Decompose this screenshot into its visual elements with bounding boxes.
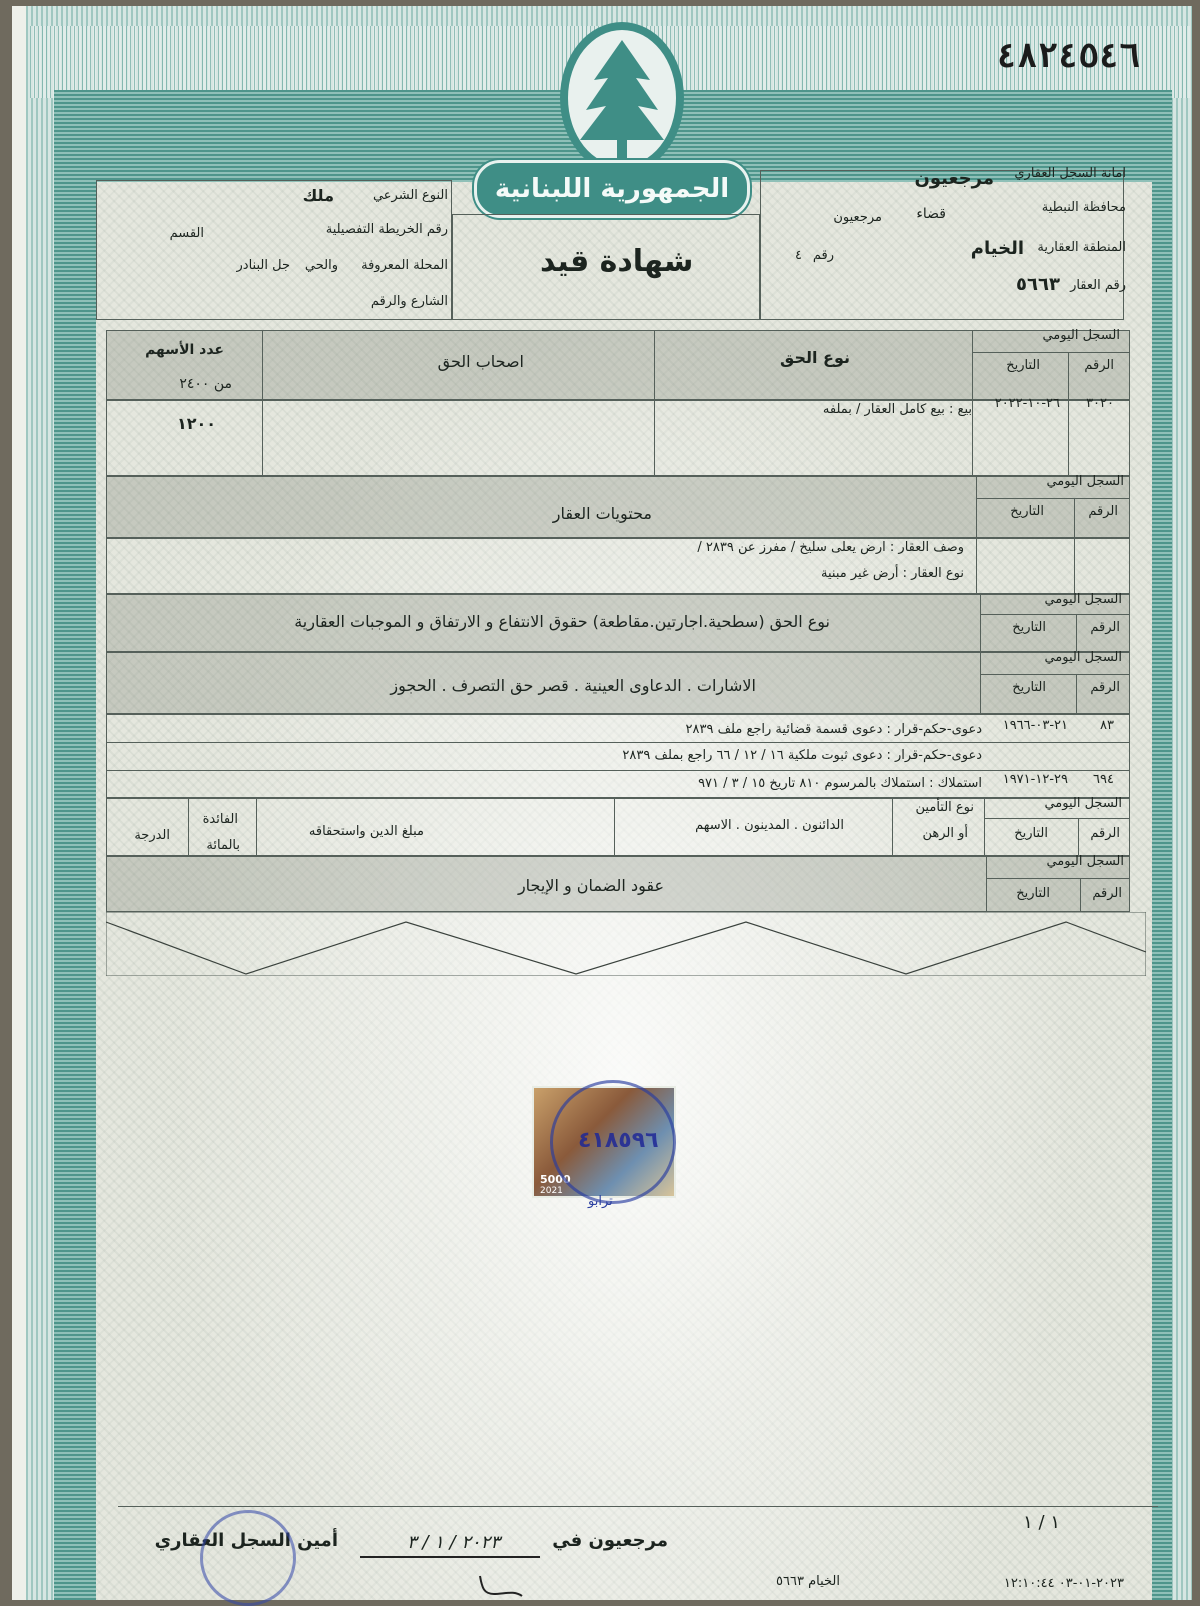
rights-number-label: الرقم <box>1090 620 1120 635</box>
street-label: الشارع والرقم <box>370 294 448 309</box>
section-label: القسم <box>169 226 204 241</box>
note-row-3-number: ٦٩٤ <box>1093 772 1114 787</box>
entry-number: ٣٠٢٠ <box>1086 396 1114 411</box>
locality-label: المحلة المعروفة <box>361 258 448 273</box>
zone-value: الخيام <box>970 238 1024 259</box>
ownership-date-label: التاريخ <box>1006 358 1040 373</box>
property-type: نوع العقار : أرض غير مبنية <box>821 566 964 581</box>
note-row-1-date: ٢١-٠٣-١٩٦٦ <box>1002 718 1068 733</box>
stamp-year: 2021 <box>540 1186 563 1196</box>
leases-daily-register: السجل اليومي <box>1046 854 1124 869</box>
mortgage-interest-label-1: الفائدة <box>202 812 238 827</box>
mortgage-date-label: التاريخ <box>1014 826 1048 841</box>
district-value: مرجعيون <box>833 210 882 225</box>
ownership-daily-register: السجل اليومي <box>1042 328 1120 343</box>
ownership-header-row <box>106 330 1130 400</box>
notes-date-label: التاريخ <box>1012 680 1046 695</box>
district-label: قضاء <box>916 206 946 222</box>
note-row-3-text: استملاك : استملاك بالمرسوم ٨١٠ تاريخ ١٥ / ٣ / ٩٧١ <box>698 776 982 791</box>
contents-title: محتويات العقار <box>552 504 652 523</box>
registry-label: امانة السجل العقاري <box>1014 166 1126 181</box>
rights-date-label: التاريخ <box>1012 620 1046 635</box>
page-number: ١ / ١ <box>1023 1512 1060 1533</box>
entry-date: ٢٦-١٠-٢٠٢٢ <box>994 396 1060 411</box>
rights-daily-register: السجل اليومي <box>1044 592 1122 607</box>
mortgage-parties-label: الدائنون . المدينون . الاسهم <box>695 818 844 833</box>
registry-value: مرجعيون <box>914 168 994 189</box>
legal-type-value: ملك <box>302 186 334 205</box>
footer-date: ٢٠٢٣ / ١ / ٣ <box>406 1532 500 1553</box>
leases-title: عقود الضمان و الإيجار <box>517 876 664 895</box>
stamp-seal-icon <box>550 1080 676 1204</box>
governorate-label: محافظة النبطية <box>1041 200 1126 215</box>
crossout-zigzag <box>106 912 1146 976</box>
property-number-label: رقم العقار <box>1070 278 1126 293</box>
entry-shares: ١٢٠٠ <box>176 414 216 433</box>
stamp-value: 5000 <box>540 1173 571 1186</box>
notes-number-label: الرقم <box>1090 680 1120 695</box>
contents-number-label: الرقم <box>1088 504 1118 519</box>
note-row-1-text: دعوى-حكم-قرار : دعوى قسمة قضائية راجع ملف ٢٨٣٩ <box>685 722 982 737</box>
stamp-overprint: ٤١٨٥٩٦ <box>578 1128 659 1153</box>
mortgage-type-label-2: أو الرهن <box>922 826 968 841</box>
shares-label: عدد الأسهم <box>145 342 224 358</box>
certificate-title: شهادة قيد <box>540 244 694 279</box>
notes-title: الاشارات . الدعاوى العينية . قصر حق التصرف . الحجوز <box>390 676 756 695</box>
leases-number-label: الرقم <box>1092 886 1122 901</box>
ownership-entry-row <box>106 400 1130 476</box>
note-row-3-date: ٢٩-١٢-١٩٧١ <box>1002 772 1068 787</box>
property-description: وصف العقار : ارض يعلى سليخ / مفرز عن ٢٨٣٩ / <box>697 540 964 555</box>
signatory-title: أمين السجل العقاري <box>154 1530 338 1551</box>
property-number-value: ٥٦٦٣ <box>1016 274 1060 295</box>
quarter-label: والحي <box>304 258 338 273</box>
contents-date-label: التاريخ <box>1010 504 1044 519</box>
republic-banner: الجمهورية اللبنانية <box>474 160 750 218</box>
right-type-label: نوع الحق <box>780 348 850 367</box>
notes-daily-register: السجل اليومي <box>1044 650 1122 665</box>
shares-of: من ٢٤٠٠ <box>179 376 232 392</box>
owners-label: اصحاب الحق <box>437 352 524 371</box>
cedar-emblem-icon <box>522 18 722 168</box>
mortgage-daily-register: السجل اليومي <box>1044 796 1122 811</box>
serial-number: ٤٨٢٤٥٤٦ <box>996 36 1140 76</box>
zone-number-label: رقم <box>812 248 834 263</box>
mortgage-interest-label-2: بالمائة <box>206 838 240 853</box>
entry-text: بيع : بيع كامل العقار / بملفه <box>822 402 972 417</box>
note-row-2-text: دعوى-حكم-قرار : دعوى ثبوت ملكية ١٦ / ١٢ / ٦٦ راجع بملف ٢٨٣٩ <box>622 748 982 763</box>
map-number-label: رقم الخريطة التفصيلية <box>325 222 448 237</box>
zone-label: المنطقة العقارية <box>1037 240 1126 255</box>
zone-number-value: ٤ <box>795 248 802 263</box>
registrar-seal-icon <box>200 1510 296 1606</box>
mortgage-number-label: الرقم <box>1090 826 1120 841</box>
date-underline <box>360 1556 540 1558</box>
leases-date-label: التاريخ <box>1016 886 1050 901</box>
printed-at: ٢٠٢٣-٠١-٠٣ ١٢:١٠:٤٤ <box>1003 1576 1124 1591</box>
contents-daily-register: السجل اليومي <box>1046 474 1124 489</box>
rights-title: نوع الحق (سطحية.اجارتين.مقاطعة) حقوق الانتفاع و الارتفاق و الموجبات العقارية <box>294 612 830 631</box>
mortgage-rank-label: الدرجة <box>134 828 170 843</box>
ownership-number-label: الرقم <box>1084 358 1114 373</box>
signature-icon <box>470 1572 530 1600</box>
legal-type-label: النوع الشرعي <box>372 188 448 203</box>
footer-reference: الخيام ٥٦٦٣ <box>776 1574 840 1589</box>
mortgage-header-row <box>106 798 1130 856</box>
footer-place: مرجعيون في <box>552 1530 668 1551</box>
stamp-note: ترابو <box>588 1194 613 1209</box>
mortgage-type-label-1: نوع التأمين <box>915 800 974 815</box>
quarter-value: جل البنادر <box>236 258 290 273</box>
mortgage-amount-label: مبلغ الدين واستحقاقه <box>308 824 424 839</box>
note-row-1-number: ٨٣ <box>1100 718 1114 733</box>
